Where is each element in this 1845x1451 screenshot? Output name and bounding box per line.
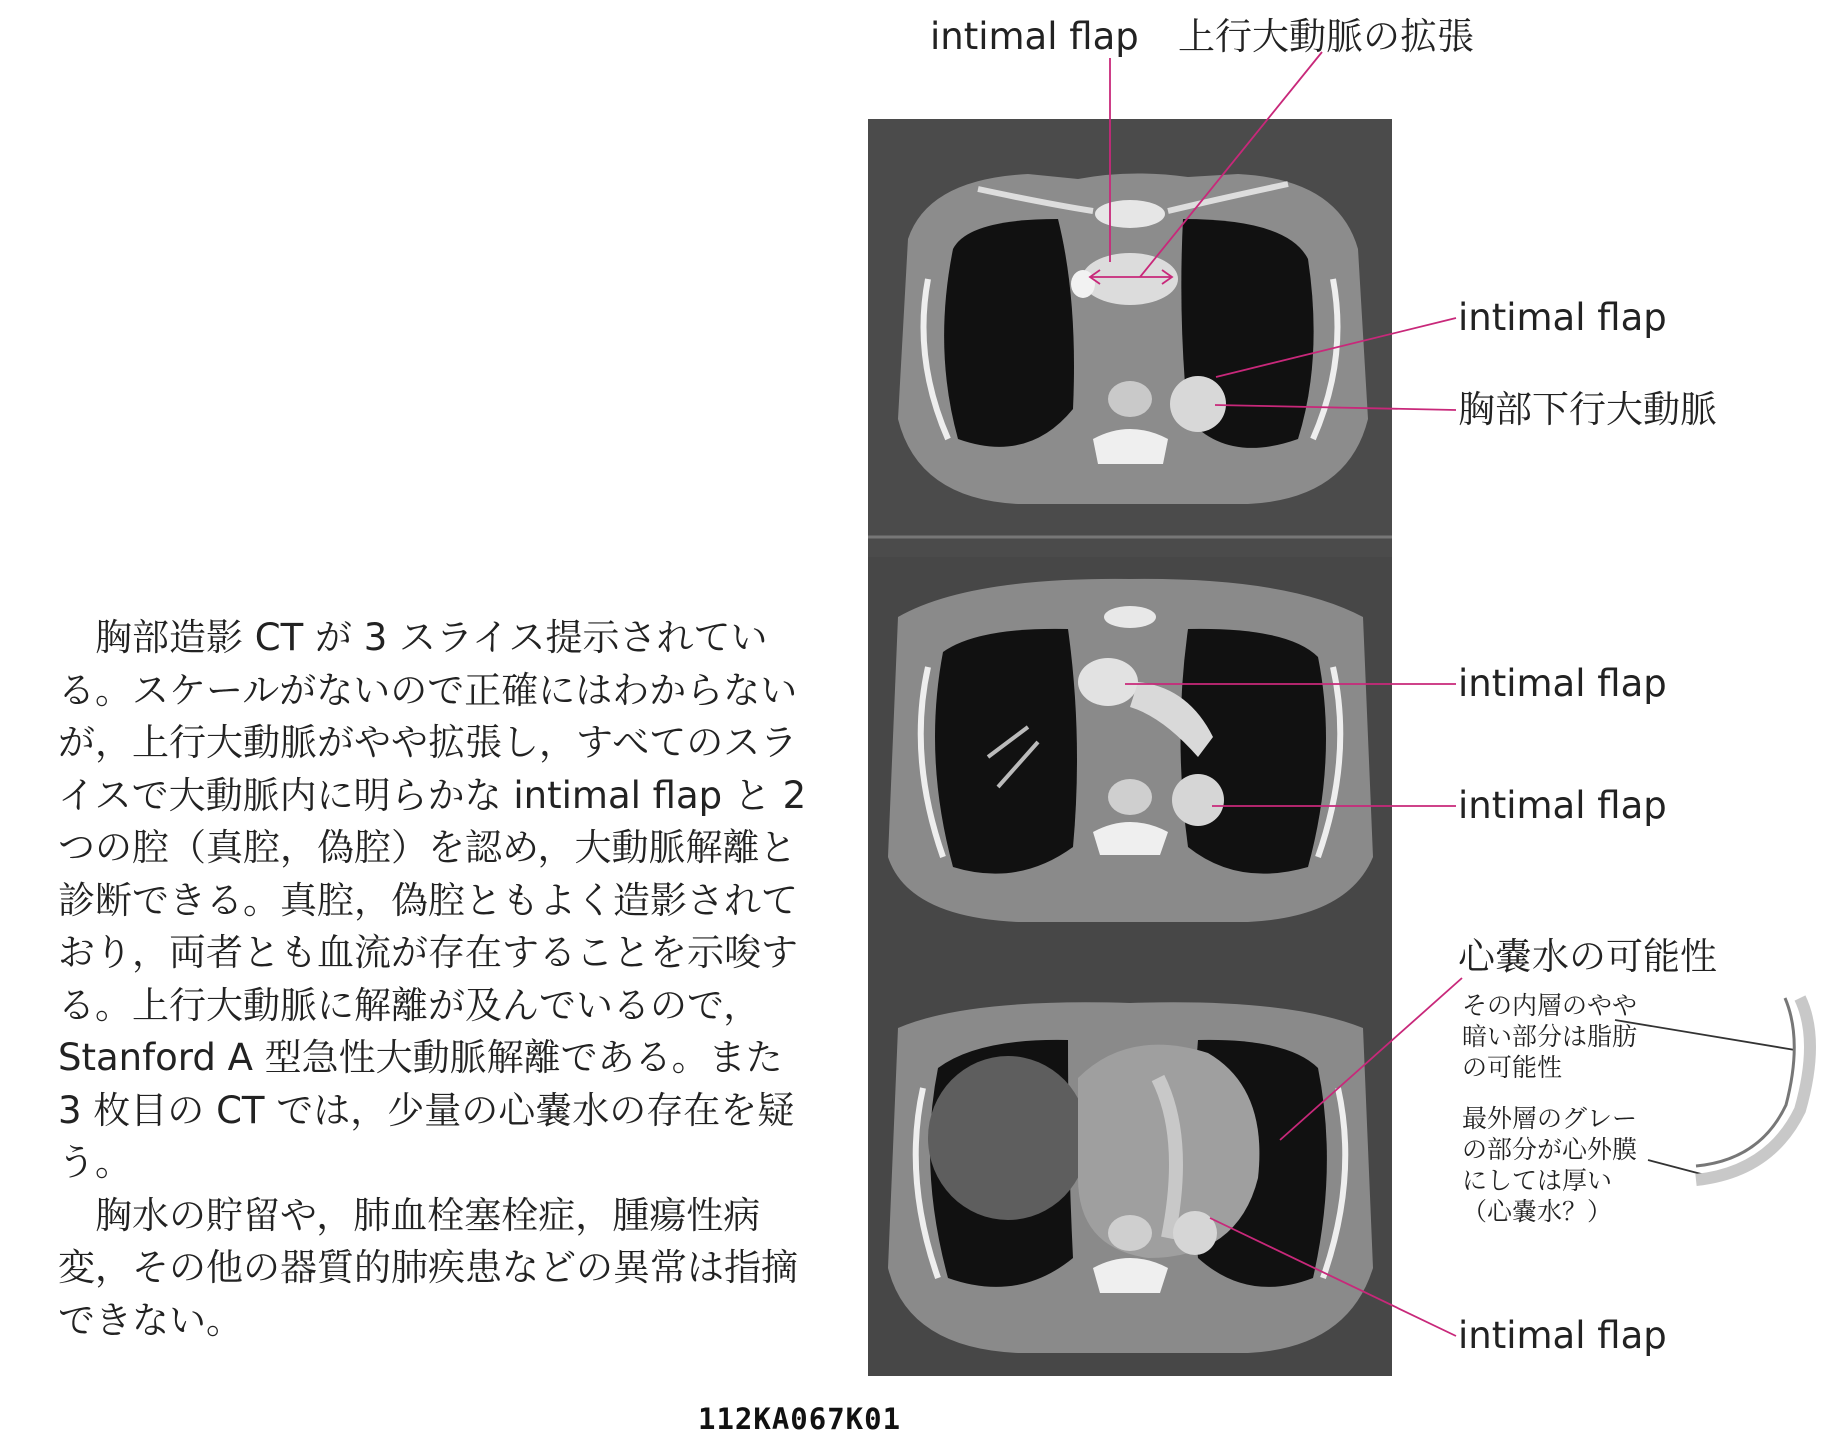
label-slice2-flap-lower: intimal flap xyxy=(1458,784,1667,827)
label-slice3-flap: intimal flap xyxy=(1458,1314,1667,1357)
ct-slice-3 xyxy=(868,958,1392,1376)
paragraph-1: 胸部造影 CT が 3 スライス提示されている。スケールがないので正確にはわからないが，上行大動脈がやや拡張し，すべてのスライスで大動脈内に明らかな intimal flap と 2 つの腔（真腔，偽腔）を認め，大動脈解離と診断できる。真腔，偽腔ともよく造影されており，両者とも血流が存在することを示唆する。上行大動脈に解離が及んでいるので，Stanford A 型急性大動脈解離である。また 3 枚目の CT では，少量の心嚢水の存在を疑う。 xyxy=(58,616,807,1184)
explanation-text xyxy=(58,612,808,1347)
label-slice3-outer-layer: 最外層のグレー の部分が心外膜 にしては厚い （心嚢水？） xyxy=(1462,1104,1638,1226)
leader-inner-layer xyxy=(1615,1020,1795,1050)
label-top-ascending: 上行大動脈の拡張 xyxy=(1178,15,1474,58)
label-slice2-flap-upper: intimal flap xyxy=(1458,662,1667,705)
label-slice1-descending: 胸部下行大動脈 xyxy=(1458,388,1717,431)
ct-slice-2 xyxy=(868,557,1392,958)
label-slice3-pericardial: 心嚢水の可能性 xyxy=(1458,935,1717,978)
leader-outer-layer xyxy=(1648,1160,1705,1175)
document-code: 112KA067K01 xyxy=(698,1402,902,1436)
label-top-flap: intimal flap xyxy=(930,15,1139,58)
pericardium-curve xyxy=(1696,998,1810,1180)
ct-slice-1 xyxy=(868,119,1392,557)
label-slice3-inner-layer: その内層のやや 暗い部分は脂肪 の可能性 xyxy=(1462,991,1638,1082)
label-slice1-flap: intimal flap xyxy=(1458,296,1667,339)
paragraph-2: 胸水の貯留や，肺血栓塞栓症，腫瘍性病変，その他の器質的肺疾患などの異常は指摘できない。 xyxy=(58,1193,798,1342)
